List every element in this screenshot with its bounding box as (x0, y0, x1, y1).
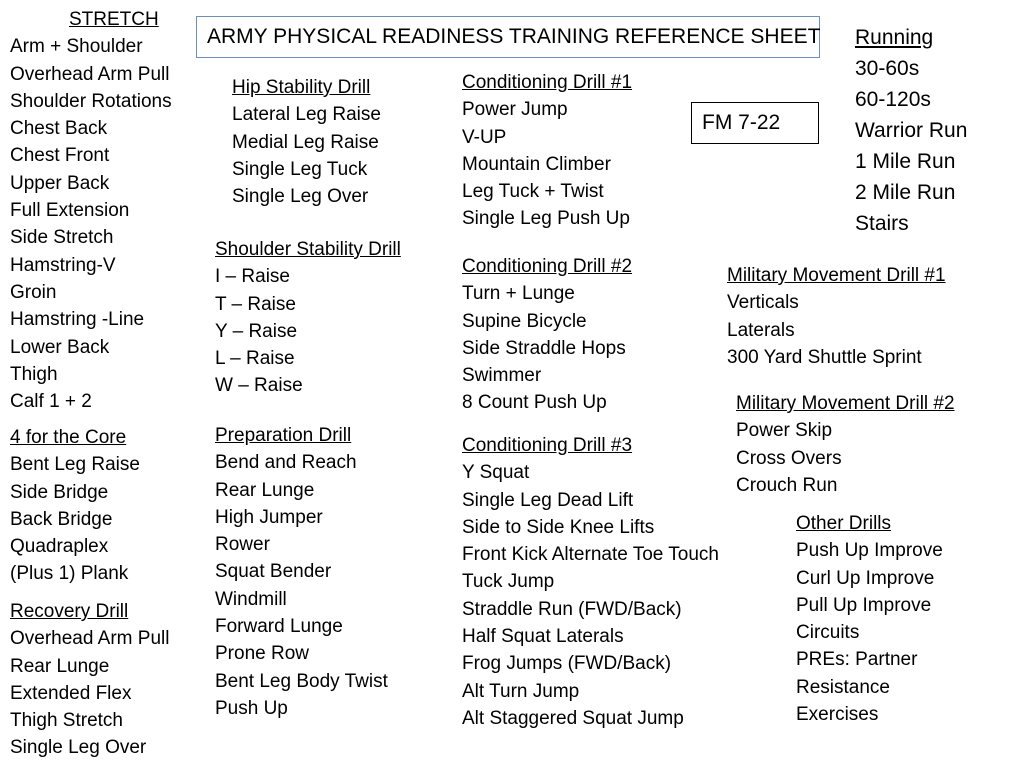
stretch-item: Lower Back (10, 336, 110, 358)
section-preparation-drill (215, 422, 388, 722)
cd2-item: Swimmer (462, 365, 542, 387)
section-military-movement-1 (727, 262, 946, 371)
section-other-drills (796, 510, 943, 728)
mmd2-heading: Military Movement Drill #2 (736, 393, 955, 414)
section-shoulder-stability (215, 236, 401, 400)
cd1-item: Mountain Climber (462, 153, 611, 175)
section-hip-stability (232, 74, 381, 210)
prep-item: High Jumper (215, 506, 323, 528)
stretch-item: Side Stretch (10, 227, 114, 249)
stretch-item: Chest Back (10, 118, 108, 140)
other-item: Push Up Improve (796, 540, 943, 562)
cd3-item: Alt Turn Jump (462, 680, 580, 702)
cd1-heading: Conditioning Drill #1 (462, 72, 633, 93)
cd2-item: Turn + Lunge (462, 283, 575, 305)
mmd1-heading: Military Movement Drill #1 (727, 265, 946, 286)
other-item: Resistance (796, 676, 890, 698)
recovery-item: Single Leg Over (10, 737, 147, 759)
core-item: Bent Leg Raise (10, 454, 140, 476)
running-heading: Running (855, 26, 934, 49)
prep-item: Forward Lunge (215, 616, 343, 638)
shoulder-heading: Shoulder Stability Drill (215, 239, 401, 260)
other-item: Circuits (796, 622, 860, 644)
shoulder-item: Y – Raise (215, 320, 298, 342)
core-item: (Plus 1) Plank (10, 563, 129, 585)
stretch-item: Chest Front (10, 145, 110, 167)
cd3-item: Side to Side Knee Lifts (462, 516, 655, 538)
prep-item: Prone Row (215, 643, 309, 665)
stretch-item: Calf 1 + 2 (10, 391, 92, 413)
cd3-item: Alt Staggered Squat Jump (462, 707, 684, 729)
section-recovery (10, 598, 169, 762)
mmd1-item: Laterals (727, 319, 795, 341)
section-conditioning-3 (462, 432, 719, 732)
title-box (196, 16, 820, 58)
running-item: 30-60s (855, 57, 920, 80)
cd2-item: Supine Bicycle (462, 310, 587, 332)
page-title: ARMY PHYSICAL READINESS TRAINING REFERENCE SHEET (207, 25, 821, 48)
shoulder-item: I – Raise (215, 266, 290, 288)
cd3-item: Half Squat Laterals (462, 626, 624, 648)
hip-heading: Hip Stability Drill (232, 77, 371, 98)
cd3-item: Straddle Run (FWD/Back) (462, 598, 682, 620)
cd3-item: Frog Jumps (FWD/Back) (462, 653, 672, 675)
cd1-item: Leg Tuck + Twist (462, 181, 604, 203)
stretch-item: Thigh (10, 363, 58, 385)
core-item: Quadraplex (10, 536, 109, 558)
stretch-item: Upper Back (10, 172, 110, 194)
cd1-item: Single Leg Push Up (462, 208, 630, 230)
manual-reference: FM 7-22 (702, 111, 781, 134)
shoulder-item: T – Raise (215, 293, 296, 315)
prep-item: Squat Bender (215, 561, 332, 583)
hip-item: Medial Leg Raise (232, 131, 379, 153)
hip-item: Single Leg Over (232, 186, 369, 208)
stretch-item: Hamstring -Line (10, 309, 145, 331)
prep-item: Push Up (215, 697, 288, 719)
recovery-item: Rear Lunge (10, 655, 110, 677)
section-conditioning-2 (462, 253, 632, 417)
prep-item: Bent Leg Body Twist (215, 670, 388, 692)
cd3-item: Tuck Jump (462, 571, 555, 593)
section-stretch (10, 6, 172, 415)
shoulder-item: L – Raise (215, 348, 295, 370)
prep-item: Windmill (215, 588, 287, 610)
prep-item: Rower (215, 534, 270, 556)
mmd2-item: Power Skip (736, 420, 833, 442)
cd3-item: Y Squat (462, 462, 530, 484)
other-item: Exercises (796, 704, 879, 726)
manual-box (691, 102, 819, 144)
mmd1-item: Verticals (727, 292, 799, 314)
stretch-item: Shoulder Rotations (10, 90, 172, 112)
cd2-item: 8 Count Push Up (462, 392, 607, 414)
running-item: Stairs (855, 212, 909, 235)
running-item: 60-120s (855, 88, 931, 111)
cd3-heading: Conditioning Drill #3 (462, 435, 633, 456)
section-conditioning-1 (462, 69, 632, 233)
prep-item: Rear Lunge (215, 479, 315, 501)
other-item: Pull Up Improve (796, 594, 932, 616)
stretch-item: Hamstring-V (10, 254, 116, 276)
running-item: 1 Mile Run (855, 150, 956, 173)
stretch-item: Groin (10, 281, 57, 303)
recovery-item: Extended Flex (10, 682, 132, 704)
cd3-item: Front Kick Alternate Toe Touch (462, 544, 720, 566)
recovery-heading: Recovery Drill (10, 601, 129, 622)
prep-heading: Preparation Drill (215, 425, 352, 446)
cd1-item: V-UP (462, 126, 507, 148)
other-item: Curl Up Improve (796, 567, 935, 589)
mmd2-item: Cross Overs (736, 447, 842, 469)
shoulder-item: W – Raise (215, 375, 303, 397)
cd2-item: Side Straddle Hops (462, 337, 626, 359)
prep-item: Bend and Reach (215, 452, 357, 474)
recovery-item: Thigh Stretch (10, 710, 123, 732)
mmd1-item: 300 Yard Shuttle Sprint (727, 346, 922, 368)
core-item: Side Bridge (10, 481, 109, 503)
recovery-item: Overhead Arm Pull (10, 628, 170, 650)
other-item: PREs: Partner (796, 649, 918, 671)
hip-item: Lateral Leg Raise (232, 104, 381, 126)
section-running (855, 22, 967, 239)
stretch-item: Arm + Shoulder (10, 36, 143, 58)
core-heading: 4 for the Core (10, 427, 127, 448)
section-military-movement-2 (736, 390, 955, 499)
section-core (10, 424, 140, 588)
mmd2-item: Crouch Run (736, 474, 838, 496)
running-item: 2 Mile Run (855, 181, 956, 204)
hip-item: Single Leg Tuck (232, 158, 368, 180)
stretch-item: Overhead Arm Pull (10, 63, 170, 85)
running-item: Warrior Run (855, 119, 968, 142)
other-heading: Other Drills (796, 513, 892, 534)
core-item: Back Bridge (10, 508, 113, 530)
cd1-item: Power Jump (462, 99, 568, 121)
stretch-heading: STRETCH (69, 9, 159, 30)
cd2-heading: Conditioning Drill #2 (462, 256, 633, 277)
stretch-item: Full Extension (10, 200, 130, 222)
cd3-item: Single Leg Dead Lift (462, 489, 634, 511)
